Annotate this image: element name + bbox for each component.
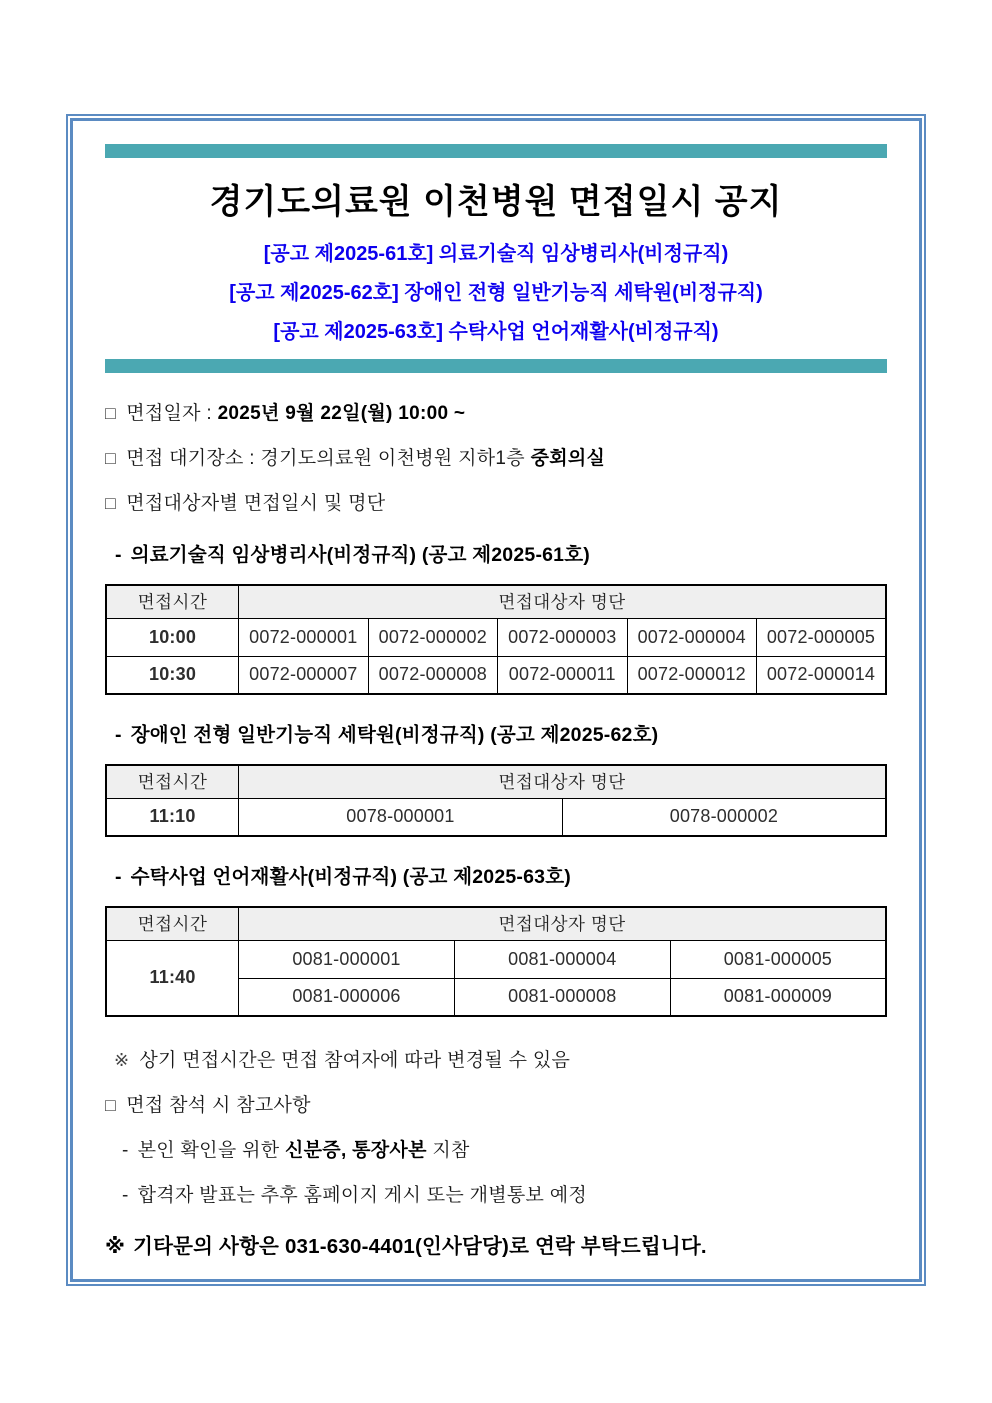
interview-details [105,398,887,515]
square-bullet-icon: □ [105,448,117,468]
result-announcement-note [122,1180,887,1207]
contact-note-text: 기타문의 사항은 031-630-4401(인사담당)로 연락 부탁드립니다. [133,1235,707,1258]
table-header-row [106,907,886,940]
table-header-row [106,585,886,618]
id-note-prefix: 본인 확인을 위한 [137,1140,280,1161]
candidate-id: 0072-000008 [368,656,497,694]
attendance-notes-title [105,1090,887,1117]
square-bullet-icon: □ [105,1095,117,1115]
dash-bullet-icon: - [115,724,122,746]
time-change-note [114,1045,887,1072]
id-note-documents: 신분증, 통장사본 [284,1140,427,1161]
result-note-text: 합격자 발표는 추후 홈페이지 게시 또는 개별통보 예정 [137,1185,588,1206]
table-row [106,798,886,836]
page-title: 경기도의료원 이천병원 면접일시 공지 [209,183,783,221]
candidates-column-header: 면접대상자 명단 [239,907,886,940]
candidate-id: 0078-000001 [239,798,563,836]
candidates-column-header: 면접대상자 명단 [239,585,886,618]
id-note-suffix: 지참 [432,1140,470,1161]
candidates-column-header: 면접대상자 명단 [239,765,886,798]
candidate-id: 0081-000009 [670,978,886,1016]
document-border-frame [66,114,926,1286]
candidate-id: 0072-000002 [368,618,497,656]
interview-list-header-label: 면접대상자별 면접일시 및 명단 [126,493,386,514]
table-header-row [106,765,886,798]
dash-bullet-icon: - [122,1185,129,1206]
interview-date-label: 면접일자 : [126,403,212,424]
section-1-title: 의료기술직 임상병리사(비정규직) (공고 제2025-61호) [130,544,590,566]
interview-time: 11:40 [106,940,239,1016]
section-2-heading [115,719,887,747]
interview-date-value: 2025년 9월 22일(월) 10:00 ~ [217,403,466,424]
candidate-id: 0072-000003 [498,618,627,656]
candidate-id: 0072-000001 [239,618,368,656]
attendance-notes-title-text: 면접 참석 시 참고사항 [126,1095,311,1116]
interview-location-label: 면접 대기장소 : 경기도의료원 이천병원 지하1층 [126,448,525,469]
candidate-id: 0081-000008 [454,978,670,1016]
id-requirement-note [122,1135,887,1162]
time-column-header: 면접시간 [106,765,239,798]
table-row [106,618,886,656]
table-row [106,656,886,694]
contact-note [105,1229,887,1259]
section-1-heading [115,539,887,567]
document-content [73,121,919,1259]
announcement-line-2: [공고 제2025-62호] 장애인 전형 일반기능직 세탁원(비정규직) [229,282,763,304]
header-top-bar [105,144,887,158]
candidate-id: 0072-000014 [756,656,886,694]
reference-mark-icon: ※ [105,1235,126,1258]
announcement-line-3: [공고 제2025-63호] 수탁사업 언어재활사(비정규직) [273,321,719,343]
dash-bullet-icon: - [115,544,122,566]
section-3-heading [115,861,887,889]
interview-location-room: 중회의실 [530,448,606,469]
candidate-id: 0072-000012 [627,656,756,694]
candidate-id: 0072-000011 [498,656,627,694]
interview-location-line [105,443,887,470]
table-row [106,940,886,978]
square-bullet-icon: □ [105,403,117,423]
candidate-id: 0078-000002 [562,798,886,836]
candidate-id: 0081-000004 [454,940,670,978]
document-border-inner [70,118,922,1282]
candidate-id: 0081-000006 [239,978,455,1016]
interview-time: 10:00 [106,618,239,656]
notes [105,1045,887,1259]
section-3-table [105,906,887,1017]
header-bottom-bar [105,359,887,373]
candidate-id: 0072-000005 [756,618,886,656]
announcement-line-1: [공고 제2025-61호] 의료기술직 임상병리사(비정규직) [263,243,729,265]
dash-bullet-icon: - [115,866,122,888]
time-column-header: 면접시간 [106,907,239,940]
section-1-table [105,584,887,695]
time-column-header: 면접시간 [106,585,239,618]
interview-date-line [105,398,887,425]
interview-time: 10:30 [106,656,239,694]
candidate-id: 0072-000007 [239,656,368,694]
candidate-id: 0072-000004 [627,618,756,656]
candidate-id: 0081-000001 [239,940,455,978]
section-2-title: 장애인 전형 일반기능직 세탁원(비정규직) (공고 제2025-62호) [130,724,659,746]
reference-mark-icon: ※ [114,1050,130,1070]
square-bullet-icon: □ [105,493,117,513]
candidate-id: 0081-000005 [670,940,886,978]
section-3-title: 수탁사업 언어재활사(비정규직) (공고 제2025-63호) [130,866,571,888]
section-2-table [105,764,887,837]
time-change-note-text: 상기 면접시간은 면접 참여자에 따라 변경될 수 있음 [139,1050,571,1071]
interview-list-header-line [105,488,887,515]
dash-bullet-icon: - [122,1140,129,1161]
interview-time: 11:10 [106,798,239,836]
